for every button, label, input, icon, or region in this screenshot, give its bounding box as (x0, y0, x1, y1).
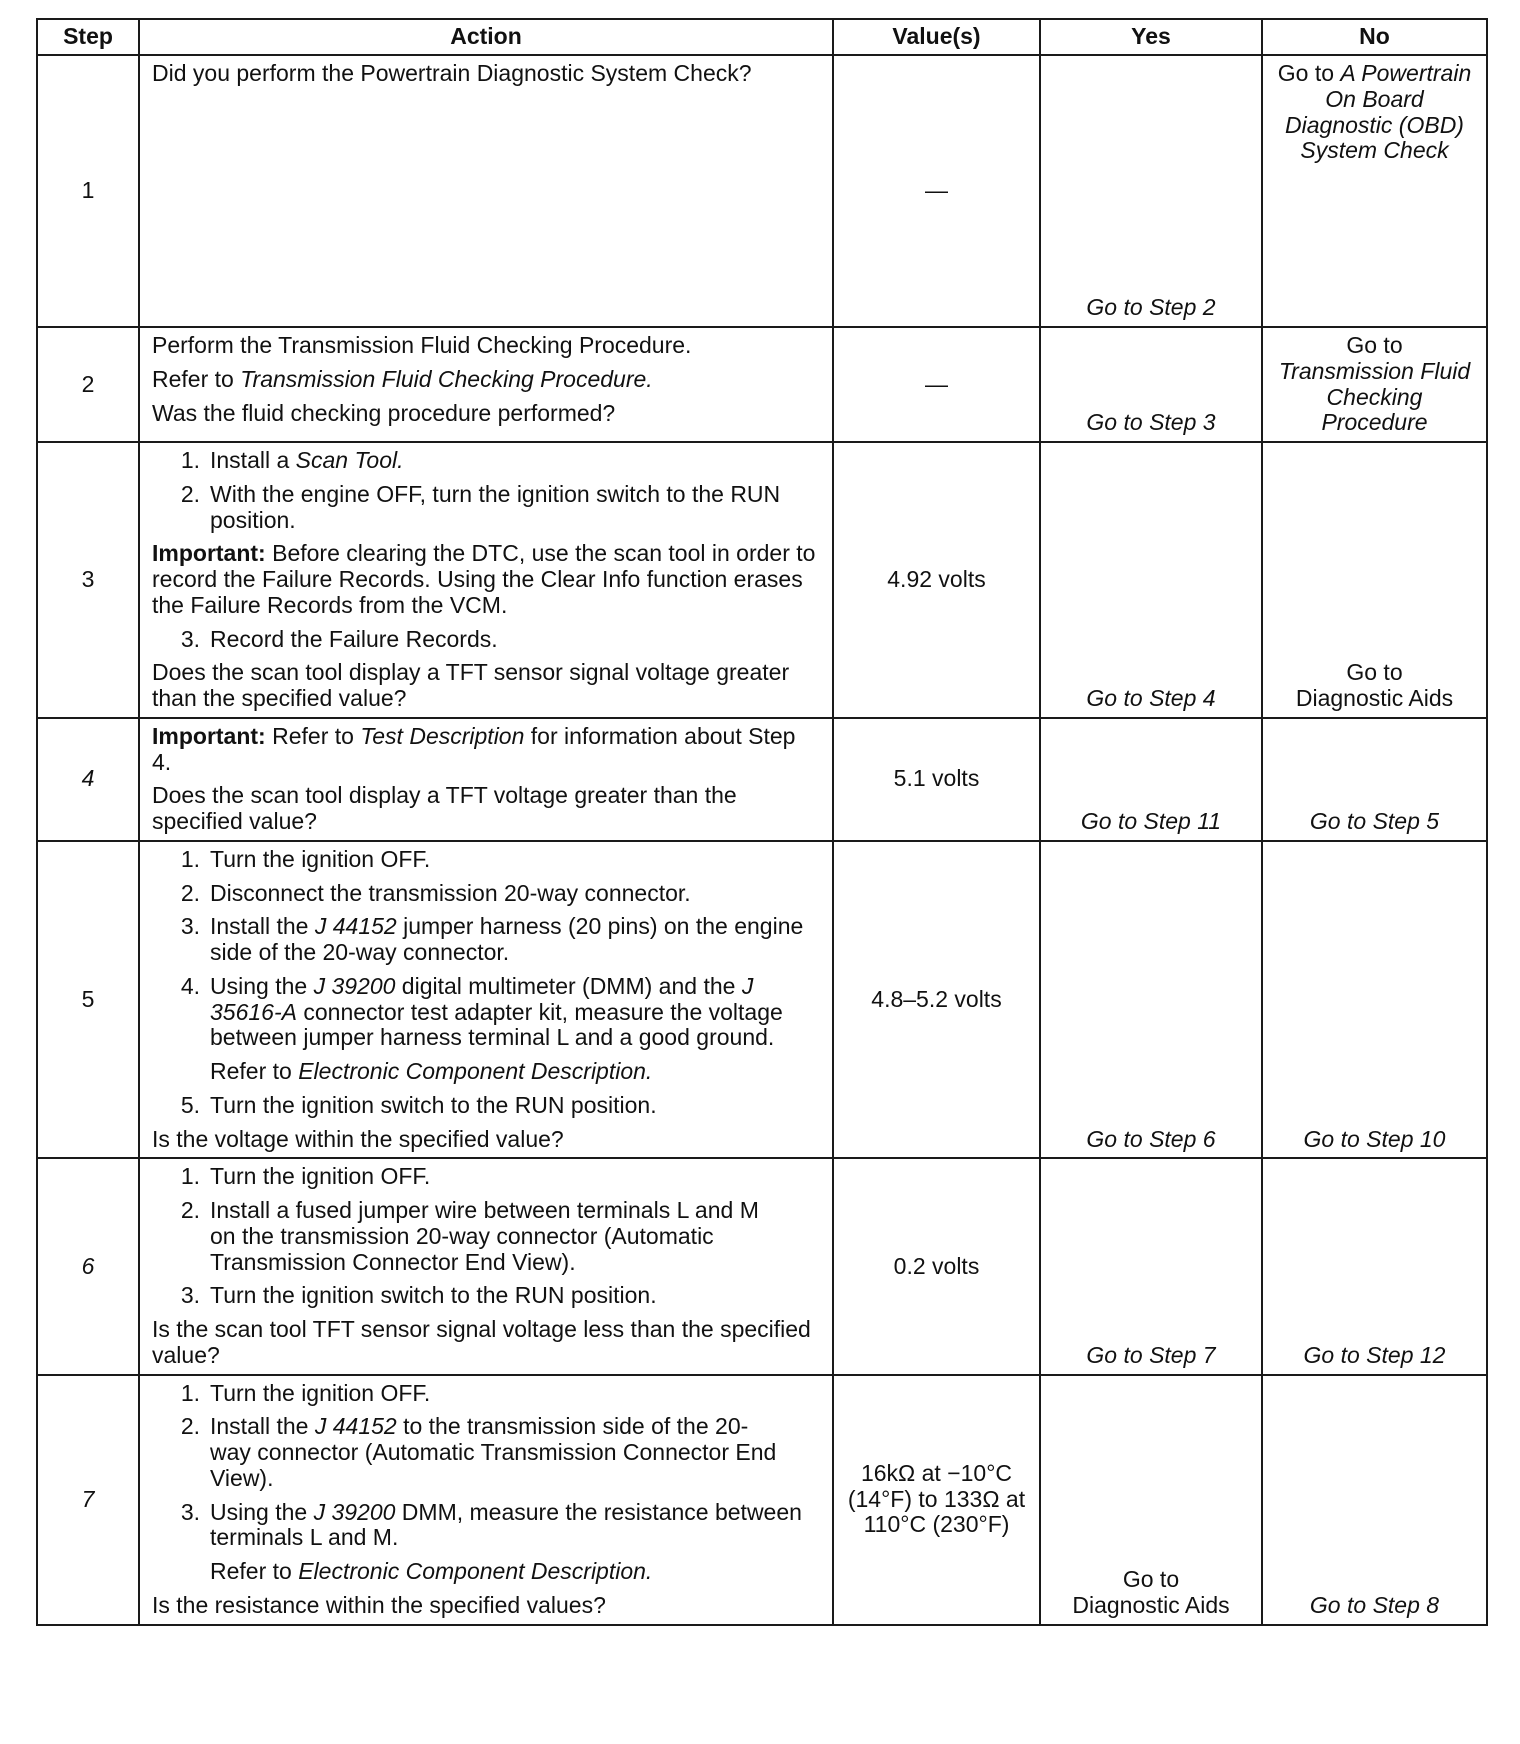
yes-cell: Go to Step 2 (1040, 55, 1262, 327)
item-text: Install a fused jumper wire between terminals L and M on the transmission 20-way connector (Automatic Transmission Connector End View). (210, 1197, 759, 1275)
value-cell: 4.8–5.2 volts (833, 841, 1040, 1159)
value-cell: — (833, 55, 1040, 327)
action-cell (139, 841, 833, 1159)
item-text: Disconnect the transmission 20-way connector. (210, 879, 691, 906)
item-number: 3. (180, 625, 200, 652)
action-question: Was the fluid checking procedure performed? (152, 399, 616, 426)
action-cell (139, 1375, 833, 1625)
step-number: 7 (37, 1375, 139, 1625)
list-item (152, 881, 820, 907)
table-row (37, 841, 1487, 1159)
item-number: 3. (180, 913, 200, 940)
no-cell-prefix: Go to (1346, 332, 1403, 358)
yes-cell: Go to Step 6 (1040, 841, 1262, 1159)
item-text: Turn the ignition switch to the RUN position. (210, 1091, 657, 1118)
item-text-end: jumper harness (20 pins) on the engine side of the 20-way connector. (210, 913, 804, 965)
diagnostic-table (36, 18, 1488, 1626)
important-text-end: for information about Step 4. (152, 722, 796, 775)
list-item (152, 1414, 820, 1491)
item-number: 2. (180, 1197, 200, 1223)
important-label: Important: (152, 722, 266, 749)
header-yes: Yes (1040, 19, 1262, 55)
step-number: 2 (37, 327, 139, 442)
yes-cell: Go to Step 7 (1040, 1158, 1262, 1374)
tool-name: J 44152 (314, 913, 397, 940)
tool-name: J 39200 (313, 972, 396, 999)
no-cell-prefix: Go to (1277, 60, 1341, 86)
no-cell (1262, 442, 1487, 718)
item-link: Scan Tool. (295, 447, 404, 473)
tool-name: J 39200 (313, 1498, 396, 1525)
reference-prefix: Refer to (152, 365, 241, 392)
item-text-end: DMM, measure the resistance between terminals L and M. (210, 1498, 802, 1551)
item-number: 2. (180, 480, 200, 507)
value-cell: 0.2 volts (833, 1158, 1040, 1374)
yes-cell (1040, 1375, 1262, 1625)
important-link: Test Description (360, 722, 525, 749)
item-text: Install a (210, 447, 296, 473)
reference-link: Electronic Component Description. (298, 1558, 653, 1584)
list-item (152, 974, 820, 1051)
item-text-end: to the transmission side of the 20-way connector (Automatic Transmission Connector End View). (210, 1413, 777, 1491)
no-cell: Go to Step 5 (1262, 718, 1487, 841)
action-question: Does the scan tool display a TFT sensor signal voltage greater than the specified value? (152, 659, 790, 711)
item-text: Turn the ignition OFF. (210, 1163, 431, 1190)
no-cell: Go to Step 8 (1262, 1375, 1487, 1625)
step-number: 3 (37, 442, 139, 718)
reference-link: Transmission Fluid Checking Procedure. (240, 365, 653, 392)
item-number: 1. (180, 845, 200, 872)
item-text: Turn the ignition OFF. (210, 1379, 431, 1406)
item-text: Install the (210, 913, 315, 940)
item-text: Using the (210, 1498, 314, 1525)
item-number: 3. (180, 1282, 200, 1309)
header-row (37, 19, 1487, 55)
item-text: Record the Failure Records. (210, 625, 498, 652)
item-text: Install the (210, 1413, 315, 1440)
table-row (37, 442, 1487, 718)
list-item (152, 1164, 820, 1190)
item-number: 2. (180, 1413, 200, 1440)
list-item (152, 1093, 820, 1119)
reference-link: Electronic Component Description. (298, 1058, 653, 1084)
step-number: 6 (37, 1158, 139, 1374)
action-question: Does the scan tool display a TFT voltage greater than the specified value? (152, 782, 737, 834)
yes-cell: Go to Step 4 (1040, 442, 1262, 718)
no-cell-link: A Powertrain On Board Diagnostic (OBD) System Check (1285, 60, 1472, 164)
item-number: 2. (180, 879, 200, 906)
step-number: 5 (37, 841, 139, 1159)
important-label: Important: (152, 540, 266, 567)
tool-name: J 35616-A (210, 972, 754, 1025)
table-row (37, 1158, 1487, 1374)
action-question: Did you perform the Powertrain Diagnostic System Check? (152, 60, 752, 86)
no-cell: Go to Step 10 (1262, 841, 1487, 1159)
item-number: 5. (180, 1091, 200, 1118)
important-note (152, 724, 820, 776)
no-cell-link: Transmission Fluid Checking Procedure (1278, 357, 1471, 436)
yes-cell: Go to Step 11 (1040, 718, 1262, 841)
item-text: Turn the ignition switch to the RUN position. (210, 1282, 657, 1309)
header-step: Step (37, 19, 139, 55)
table-row (37, 718, 1487, 841)
action-reference (210, 1559, 820, 1585)
action-text: Perform the Transmission Fluid Checking Procedure. (152, 332, 692, 358)
value-cell: — (833, 327, 1040, 442)
yes-cell: Go to Step 3 (1040, 327, 1262, 442)
action-question: Is the voltage within the specified value? (152, 1125, 564, 1152)
item-text: Using the (210, 972, 314, 999)
item-number: 1. (180, 1379, 200, 1406)
tool-name: J 44152 (314, 1413, 397, 1440)
list-item (152, 914, 820, 966)
no-cell (1262, 55, 1487, 327)
header-values: Value(s) (833, 19, 1040, 55)
step-number: 4 (37, 718, 139, 841)
action-cell (139, 1158, 833, 1374)
list-item (152, 482, 820, 534)
list-item (152, 1283, 820, 1309)
item-number: 3. (180, 1498, 200, 1525)
action-question: Is the scan tool TFT sensor signal voltage less than the specified value? (152, 1316, 811, 1368)
important-text: Before clearing the DTC, use the scan tool in order to record the Failure Records. Using the Clear Info function erases the Failure Records from the VCM. (152, 540, 816, 618)
action-cell (139, 327, 833, 442)
list-item (152, 1381, 820, 1407)
reference-prefix: Refer to (210, 1558, 299, 1584)
header-action: Action (139, 19, 833, 55)
item-text-end: connector test adapter kit, measure the voltage between jumper harness terminal L and a good ground. (210, 998, 783, 1051)
action-cell (139, 442, 833, 718)
item-number: 4. (180, 972, 200, 999)
action-cell (139, 718, 833, 841)
table-row (37, 55, 1487, 327)
header-no: No (1262, 19, 1487, 55)
item-text: With the engine OFF, turn the ignition switch to the RUN position. (210, 480, 781, 533)
value-cell: 16kΩ at −10°C (14°F) to 133Ω at 110°C (230°F) (833, 1375, 1040, 1625)
yes-cell-link: Diagnostic Aids (1072, 1591, 1230, 1618)
important-text: Refer to (265, 722, 361, 749)
list-item (152, 847, 820, 873)
no-cell-link: Diagnostic Aids (1295, 685, 1454, 711)
value-cell: 4.92 volts (833, 442, 1040, 718)
no-cell (1262, 327, 1487, 442)
yes-cell-prefix: Go to (1122, 1566, 1180, 1592)
list-item (152, 1198, 820, 1275)
item-number: 1. (180, 447, 200, 473)
item-text-mid: digital multimeter (DMM) and the (395, 972, 742, 999)
no-cell: Go to Step 12 (1262, 1158, 1487, 1374)
table-row (37, 327, 1487, 442)
value-cell: 5.1 volts (833, 718, 1040, 841)
action-cell (139, 55, 833, 327)
list-item (152, 627, 820, 653)
action-reference (152, 367, 820, 393)
table-row (37, 1375, 1487, 1625)
important-note (152, 541, 820, 618)
item-text: Turn the ignition OFF. (210, 845, 431, 872)
step-number: 1 (37, 55, 139, 327)
no-cell-prefix: Go to (1346, 659, 1403, 686)
list-item (152, 448, 820, 474)
action-reference (210, 1059, 820, 1085)
action-question: Is the resistance within the specified values? (152, 1591, 606, 1618)
reference-prefix: Refer to (210, 1058, 299, 1084)
item-number: 1. (180, 1163, 200, 1190)
list-item (152, 1500, 820, 1552)
